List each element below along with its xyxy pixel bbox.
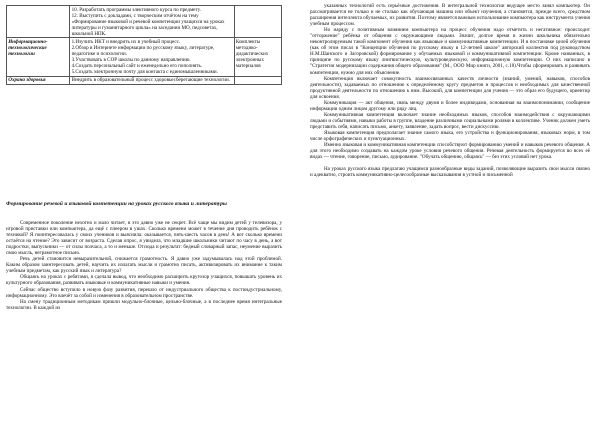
right-body-text bbox=[310, 3, 590, 178]
paragraph: Общаясь на уроках с ребятами, я сделала вывод, что необходимо расширить кругозор учащихся, повышать уровень их культурного образования, развивать языковые и коммуникативные навыки и умения. bbox=[6, 274, 282, 287]
paragraph: Современное поколение нехотно и мало читает, и это давно уже не секрет. Всё чаще мы видим детей у телевизора, у игровой приставки или компьютера, да ещё с плеером в ушах. Сколько времени может в течение дня проводить ребёнок с техникой? Я поинтересовалась у своих учеников и выяснила: оказывается, пять-шесть часов в день! А вот сколько времени остаётся на чтение? Это зависит от возраста. Сделав опрос, я увидела, что младшие школьники читают по часу в день, а вот подростки, выпускники — от силы полчаса, а то и меньше. Отсюда и результат: бедный словарный запас, неумение выразить свою мысль, неграмотное письмо. bbox=[6, 220, 282, 257]
topic-title: Формирование речевой и языковой компетенции на уроках русского языка и литературы bbox=[6, 201, 227, 207]
task-item: 1.Изучить ИКТ и внедрить их в учебный процесс. bbox=[71, 39, 181, 46]
tasks-cell bbox=[70, 76, 234, 84]
tasks-cell bbox=[70, 38, 234, 76]
paragraph: Коммуникация — акт общения, связь между двумя и более индивидами, основанная на взаимопонимании, сообщение информации одним лицом другому или ряду лиц. bbox=[310, 99, 590, 112]
plan-table bbox=[6, 5, 282, 85]
paragraph: указанных технологий есть серьёзные достижения. В интегральной технологии ведущее место занял компьютер. Он рассматривается не только и не столько как обучающая машина или объект изучения, а становится, прежде всего, средством расширения интеллекта обучаемых, их развития. Поэтому является важным использование компьютера как инструмента учения учебным процессом. bbox=[310, 3, 590, 28]
table-row bbox=[7, 76, 282, 84]
paragraph: На смену традиционным методикам пришли модульно-блочные, цельно-блочные, а в последнее время интегральные технологии. В каждой из bbox=[6, 298, 282, 311]
paragraph: Но наряду с позитивным влиянием компьютера на процесс обучения надо отметить и негативное: происходит "отторжение" ребёнка от общения с окружающими людьми. Значит, долгое время в жизни школьника обязательно неконтролируемым такой компонент обучения как языковые и коммуникативные компетенции. И в постановке целей обучения (как об этом писал в "Концепции обучения по русскому языку в 12-летней школе" авторский коллектив под руководством Н.М.Шанского и Загоровской) формирование у обучаемых языковой и коммуникативной компетенции. Кроме названных, в принципе по русскому языку лингвистическую, культуроведческую, информационную компетенции. О них написано в "Стратегии модернизации содержания общего образования" (М., ООО Мир книги, 2001, с.18).Чтобы сформировать и развивать компетенции, нужно для них объяснение. bbox=[310, 27, 590, 76]
task-item: 2.Обзор в Интернете информации по русскому языку, литературе, педагогике и психологии. bbox=[71, 45, 215, 58]
paragraph: Компетенция включает совокупность взаимосвязанных качеств личности (знаний, умений, навыков, способов деятельности), задаваемых по отношению к определённому кругу предметов и процессов и необходимых для качественной продуктивной деятельности по отношению к ним. Высокий, для компетенции для учения — это образ его будущего, ориентир для освоения. bbox=[310, 75, 590, 100]
task-item: 12. Выступить с докладами, с творческим отчётом на тему «Формирование языковой и речевой компетенции учащихся на уроках литературы и гуманитарного цикла» на заседании МО, педсоветах, школьной НПК. bbox=[71, 12, 225, 37]
tasks-cell bbox=[70, 6, 234, 38]
task-item: 5.Создать электронную почту для контакта с единомышленниками. bbox=[71, 69, 218, 76]
paragraph: Сейчас общество вступило в новую фазу развития, перешло от индустриального общества к постиндустриальному, информационному. Это влечёт за собой и изменения в образовательном пространстве. bbox=[6, 286, 282, 299]
area-cell: Информационно-технологические технологии bbox=[7, 38, 70, 76]
task-item: 10. Разработать программы элективного курса по предмету. bbox=[71, 6, 201, 13]
paragraph: Языковая компетенция предполагает знание самого языка, его устройства и функционирования, языковых норм, в том числе орфографических и пунктуационных. bbox=[310, 129, 590, 143]
paragraph: На уроках русского языка предлагаю учащимся разнообразные виды заданий, позволяющие выразить свои мысли связно и адекватно, строить коммуникативно-целесообразные высказывания в устной и письменной bbox=[310, 166, 590, 179]
table-row bbox=[7, 6, 282, 38]
table-row bbox=[7, 38, 282, 76]
area-cell: Охрана здоровья bbox=[7, 76, 70, 84]
area-cell bbox=[7, 6, 70, 38]
task-item: 3.Участвовать в СОР школы по данному направлению. bbox=[71, 57, 191, 64]
paragraph: Именно языковая и коммуникативная компетенции способствуют формированию умений и навыков речевого общения. А для этого необходимо создавать на каждом уроке условия речевого общения. Речевая деятельность формируется во всех её видах — чтение, говорение, письмо, аудирование. "Обучать общению, общаясь" — без этих условий нет урока. bbox=[310, 142, 590, 161]
task-item: 4.Создать персональный сайт и еженедельно его пополнять. bbox=[71, 63, 203, 70]
paragraph: Коммуникативная компетенция включает знание необходимых языков, способов взаимодействия с окружающими людьми и событиями, навыки работы в группе, владение различными социальными ролями в коллективе. Ученик должен уметь представить себя, написать письмо, анкету, заявление, задать вопрос, вести дискуссию. bbox=[310, 111, 590, 130]
result-cell bbox=[234, 76, 281, 84]
result-cell bbox=[234, 6, 281, 38]
task-item: Внедрить в образовательный процесс здоровьесберегающие технологии. bbox=[71, 77, 231, 84]
paragraph: Речь детей становится невыразительной, снижается грамотность. Я давно уже задумывалась над этой проблемой. Каким образом заинтересовать детей, научить их излагать мысли и грамотно писать, активизировать их внимание к таким учебным предметам, как русский язык и литература? bbox=[6, 256, 282, 275]
left-body-text bbox=[6, 220, 282, 311]
result-cell: Комплекты методико-дидактических электронных материалов bbox=[234, 38, 281, 76]
